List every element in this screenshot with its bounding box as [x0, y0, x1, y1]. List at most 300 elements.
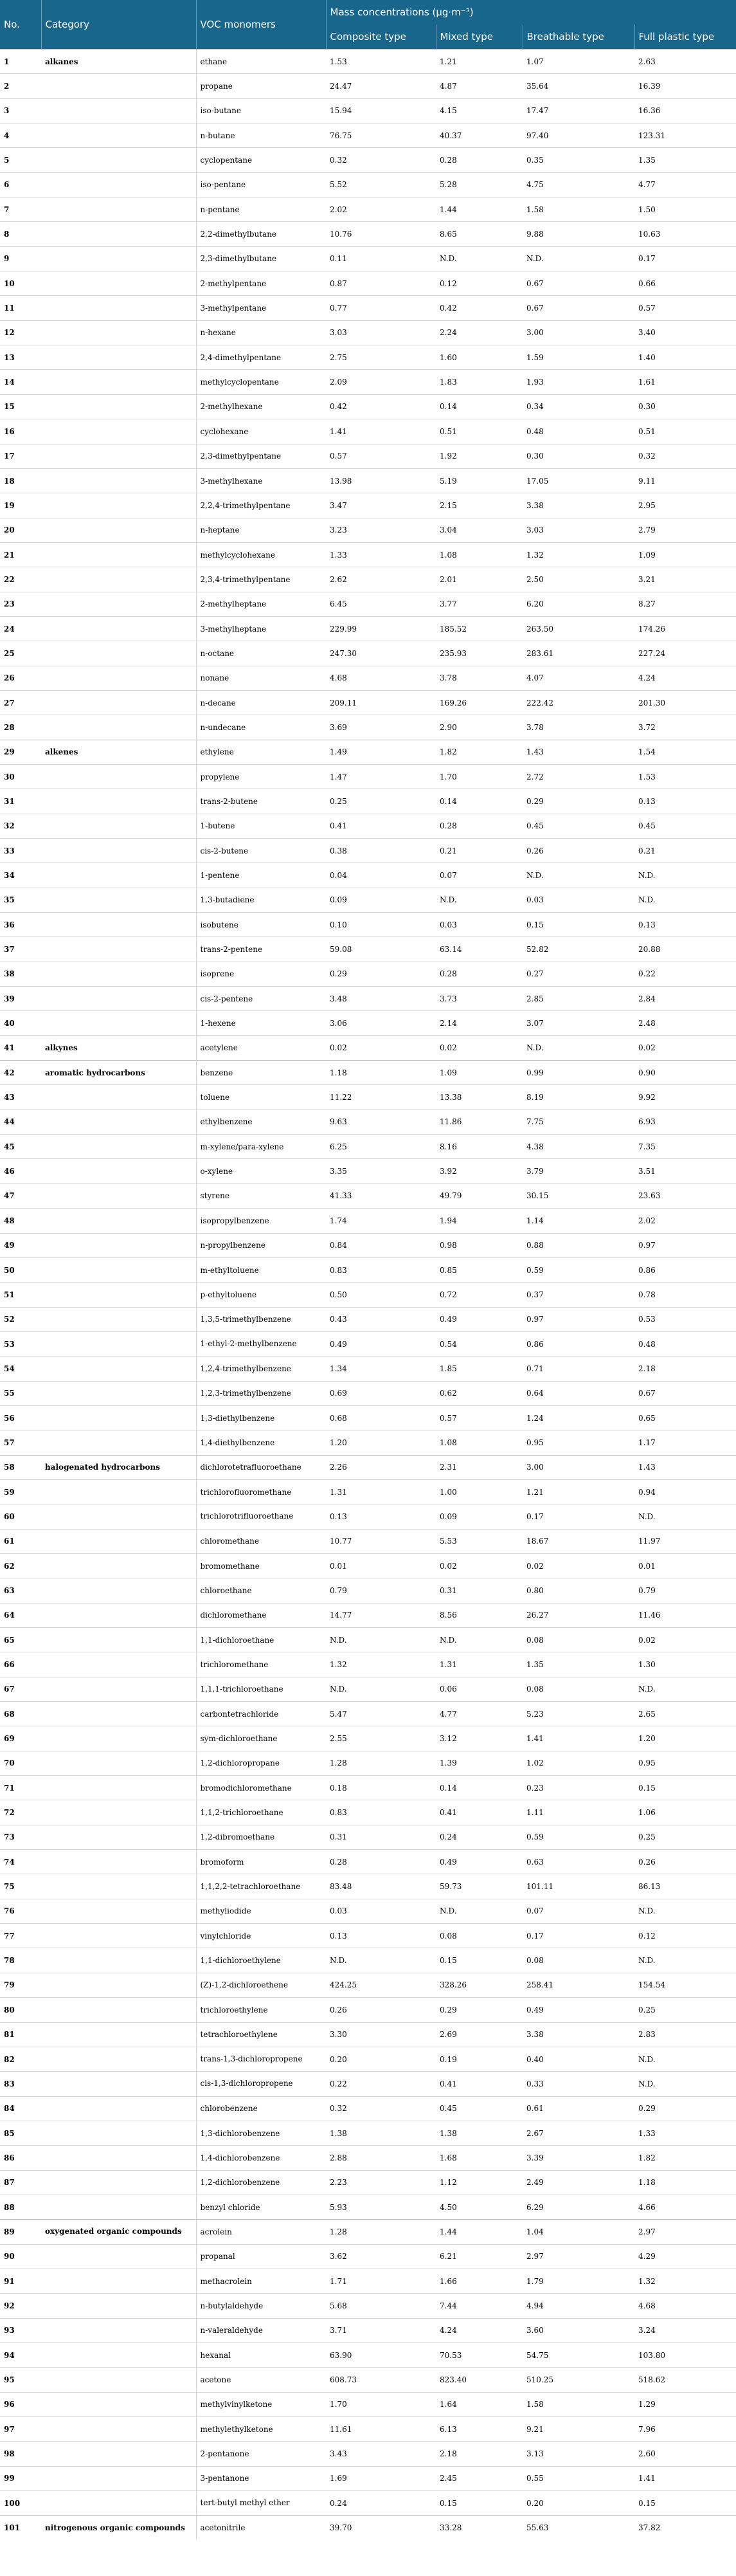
row-number: 70	[0, 1751, 41, 1775]
cell-mixed-type: 1.08	[436, 1430, 523, 1455]
cell-breathable-type: 0.80	[523, 1578, 634, 1603]
table-row	[0, 2392, 736, 2416]
row-voc-monomer: 1,4-diethylbenzene	[196, 1430, 326, 1455]
table-row	[0, 123, 736, 148]
cell-full-plastic-type: 0.67	[634, 1381, 736, 1405]
table-row	[0, 296, 736, 320]
cell-mixed-type: 3.78	[436, 666, 523, 690]
cell-composite-type: 608.73	[326, 2368, 436, 2392]
cell-mixed-type: 0.09	[436, 1504, 523, 1529]
row-category	[41, 1233, 196, 1257]
row-voc-monomer: n-undecane	[196, 715, 326, 740]
table-row	[0, 888, 736, 912]
row-category	[41, 1529, 196, 1553]
row-number: 2	[0, 74, 41, 98]
row-category	[41, 1209, 196, 1233]
cell-mixed-type: 1.60	[436, 345, 523, 370]
row-number: 78	[0, 1948, 41, 1973]
row-category	[41, 246, 196, 271]
cell-mixed-type: 1.09	[436, 1061, 523, 1085]
table-row	[0, 937, 736, 962]
cell-full-plastic-type: 2.65	[634, 1702, 736, 1726]
row-category	[41, 1899, 196, 1923]
row-category	[41, 493, 196, 518]
table-row	[0, 518, 736, 542]
row-voc-monomer: acetone	[196, 2368, 326, 2392]
cell-mixed-type: 1.12	[436, 2170, 523, 2195]
cell-breathable-type: 3.60	[523, 2318, 634, 2343]
row-voc-monomer: isobutene	[196, 913, 326, 937]
cell-full-plastic-type: 0.13	[634, 913, 736, 937]
row-number: 79	[0, 1973, 41, 1997]
row-number: 74	[0, 1850, 41, 1874]
cell-mixed-type: 1.68	[436, 2146, 523, 2170]
table-row	[0, 740, 736, 764]
row-number: 73	[0, 1825, 41, 1849]
cell-composite-type: 1.20	[326, 1430, 436, 1455]
row-category	[41, 764, 196, 789]
cell-full-plastic-type: 2.79	[634, 518, 736, 542]
row-category	[41, 296, 196, 320]
row-voc-monomer: 2-methylhexane	[196, 394, 326, 419]
row-number: 99	[0, 2466, 41, 2490]
table-row	[0, 764, 736, 789]
cell-breathable-type: 4.75	[523, 172, 634, 197]
cell-breathable-type: 101.11	[523, 1874, 634, 1899]
row-number: 75	[0, 1874, 41, 1899]
table-row	[0, 1405, 736, 1430]
row-voc-monomer: toluene	[196, 1085, 326, 1110]
cell-full-plastic-type: 0.02	[634, 1628, 736, 1652]
row-voc-monomer: 3-methylhexane	[196, 468, 326, 493]
cell-composite-type: 10.77	[326, 1529, 436, 1553]
row-voc-monomer: 2-pentanone	[196, 2442, 326, 2466]
cell-mixed-type: 0.72	[436, 1283, 523, 1307]
cell-breathable-type: 17.47	[523, 98, 634, 123]
cell-breathable-type: 1.43	[523, 740, 634, 764]
cell-mixed-type: N.D.	[436, 1899, 523, 1923]
table-row	[0, 641, 736, 666]
cell-breathable-type: 0.86	[523, 1331, 634, 1356]
row-voc-monomer: n-decane	[196, 690, 326, 715]
row-category	[41, 1331, 196, 1356]
cell-mixed-type: 0.98	[436, 1233, 523, 1257]
cell-mixed-type: 0.28	[436, 148, 523, 172]
row-category	[41, 1085, 196, 1110]
table-row	[0, 1085, 736, 1110]
cell-full-plastic-type: 0.02	[634, 1036, 736, 1060]
row-number: 34	[0, 863, 41, 888]
cell-composite-type: 13.98	[326, 468, 436, 493]
cell-breathable-type: 0.34	[523, 394, 634, 419]
row-number: 94	[0, 2343, 41, 2367]
cell-mixed-type: 0.31	[436, 1578, 523, 1603]
row-voc-monomer: 2,2,4-trimethylpentane	[196, 493, 326, 518]
cell-mixed-type: 185.52	[436, 616, 523, 641]
cell-breathable-type: 0.35	[523, 148, 634, 172]
row-category	[41, 1553, 196, 1578]
row-voc-monomer: 3-methylheptane	[196, 616, 326, 641]
cell-composite-type: 0.13	[326, 1924, 436, 1948]
row-category	[41, 666, 196, 690]
row-voc-monomer: 2,4-dimethylpentane	[196, 345, 326, 370]
cell-mixed-type: 169.26	[436, 690, 523, 715]
row-category	[41, 518, 196, 542]
cell-breathable-type: 0.55	[523, 2466, 634, 2490]
row-number: 26	[0, 666, 41, 690]
cell-mixed-type: 2.69	[436, 2022, 523, 2047]
cell-composite-type: 4.68	[326, 666, 436, 690]
row-voc-monomer: nonane	[196, 666, 326, 690]
row-number: 63	[0, 1578, 41, 1603]
row-voc-monomer: propanal	[196, 2244, 326, 2269]
cell-mixed-type: 7.44	[436, 2294, 523, 2318]
cell-composite-type: 0.22	[326, 2072, 436, 2096]
cell-breathable-type: 0.03	[523, 888, 634, 912]
cell-breathable-type: N.D.	[523, 246, 634, 271]
row-voc-monomer: methylethylketone	[196, 2417, 326, 2442]
cell-breathable-type: 4.07	[523, 666, 634, 690]
table-row	[0, 2466, 736, 2490]
cell-full-plastic-type: 23.63	[634, 1183, 736, 1208]
row-category: halogenated hydrocarbons	[41, 1455, 196, 1479]
row-voc-monomer: o-xylene	[196, 1159, 326, 1183]
row-voc-monomer: acrolein	[196, 2220, 326, 2244]
cell-full-plastic-type: 0.01	[634, 1553, 736, 1578]
row-voc-monomer: sym-dichloroethane	[196, 1726, 326, 1751]
table-row	[0, 1257, 736, 1282]
row-category	[41, 2442, 196, 2466]
cell-mixed-type: 823.40	[436, 2368, 523, 2392]
cell-mixed-type: 1.70	[436, 764, 523, 789]
row-category	[41, 2269, 196, 2293]
row-number: 14	[0, 370, 41, 394]
row-category	[41, 1924, 196, 1948]
row-voc-monomer: 2,3-dimethylbutane	[196, 246, 326, 271]
cell-mixed-type: 1.00	[436, 1479, 523, 1504]
row-category	[41, 1479, 196, 1504]
cell-composite-type: 2.62	[326, 567, 436, 592]
cell-breathable-type: 6.29	[523, 2195, 634, 2219]
row-voc-monomer: cyclopentane	[196, 148, 326, 172]
table-row	[0, 1455, 736, 1479]
row-voc-monomer: bromoform	[196, 1850, 326, 1874]
row-number: 69	[0, 1726, 41, 1751]
cell-full-plastic-type: 1.33	[634, 2121, 736, 2145]
row-number: 16	[0, 419, 41, 444]
header-breathable-type: Breathable type	[523, 24, 634, 50]
row-number: 56	[0, 1405, 41, 1430]
cell-mixed-type: 11.86	[436, 1110, 523, 1134]
row-voc-monomer: tert-butyl methyl ether	[196, 2491, 326, 2516]
row-category	[41, 814, 196, 838]
row-voc-monomer: 1,1,2-trichloroethane	[196, 1800, 326, 1825]
table-row	[0, 2072, 736, 2096]
cell-breathable-type: 97.40	[523, 123, 634, 148]
cell-full-plastic-type: 0.66	[634, 271, 736, 296]
row-number: 61	[0, 1529, 41, 1553]
cell-composite-type: 0.24	[326, 2491, 436, 2516]
row-number: 19	[0, 493, 41, 518]
row-voc-monomer: ethane	[196, 50, 326, 74]
cell-full-plastic-type: 8.27	[634, 592, 736, 616]
cell-full-plastic-type: 0.15	[634, 2491, 736, 2516]
cell-composite-type: 3.23	[326, 518, 436, 542]
row-voc-monomer: methylcyclopentane	[196, 370, 326, 394]
cell-mixed-type: 4.15	[436, 98, 523, 123]
cell-mixed-type: 0.08	[436, 1924, 523, 1948]
table-row	[0, 1036, 736, 1060]
row-category	[41, 1011, 196, 1036]
row-number: 33	[0, 839, 41, 863]
table-row	[0, 1825, 736, 1849]
table-row	[0, 2146, 736, 2170]
row-category	[41, 1825, 196, 1849]
row-voc-monomer: 1,2-dichlorobenzene	[196, 2170, 326, 2195]
table-row	[0, 320, 736, 345]
table-row	[0, 542, 736, 567]
row-number: 41	[0, 1036, 41, 1060]
row-voc-monomer: 1-hexene	[196, 1011, 326, 1036]
row-number: 6	[0, 172, 41, 197]
cell-composite-type: 0.26	[326, 1998, 436, 2022]
cell-composite-type: 0.77	[326, 296, 436, 320]
cell-breathable-type: 0.29	[523, 789, 634, 814]
row-number: 25	[0, 641, 41, 666]
row-number: 87	[0, 2170, 41, 2195]
cell-mixed-type: 4.50	[436, 2195, 523, 2219]
cell-breathable-type: 6.20	[523, 592, 634, 616]
row-category	[41, 1135, 196, 1159]
row-category	[41, 2096, 196, 2121]
row-voc-monomer: tetrachloroethylene	[196, 2022, 326, 2047]
row-voc-monomer: 2-methylpentane	[196, 271, 326, 296]
cell-mixed-type: 1.92	[436, 444, 523, 468]
table-row	[0, 1702, 736, 1726]
table-row	[0, 2195, 736, 2219]
cell-mixed-type: 0.03	[436, 913, 523, 937]
row-voc-monomer: n-pentane	[196, 197, 326, 222]
cell-mixed-type: 1.31	[436, 1652, 523, 1677]
cell-composite-type: 10.76	[326, 222, 436, 246]
cell-mixed-type: 8.65	[436, 222, 523, 246]
row-category	[41, 2318, 196, 2343]
table-row	[0, 419, 736, 444]
row-category	[41, 962, 196, 986]
cell-mixed-type: 70.53	[436, 2343, 523, 2367]
cell-mixed-type: 2.90	[436, 715, 523, 740]
row-number: 43	[0, 1085, 41, 1110]
table-row	[0, 1479, 736, 1504]
row-category	[41, 1800, 196, 1825]
row-category	[41, 1504, 196, 1529]
row-number: 15	[0, 394, 41, 419]
row-number: 12	[0, 320, 41, 345]
cell-composite-type: 5.68	[326, 2294, 436, 2318]
cell-composite-type: 1.38	[326, 2121, 436, 2145]
cell-mixed-type: N.D.	[436, 246, 523, 271]
cell-composite-type: N.D.	[326, 1628, 436, 1652]
cell-composite-type: N.D.	[326, 1677, 436, 1701]
row-category	[41, 1357, 196, 1381]
row-number: 65	[0, 1628, 41, 1652]
cell-mixed-type: 1.44	[436, 2220, 523, 2244]
row-voc-monomer: n-octane	[196, 641, 326, 666]
cell-composite-type: 0.11	[326, 246, 436, 271]
row-voc-monomer: 1,1,2,2-tetrachloroethane	[196, 1874, 326, 1899]
cell-breathable-type: 0.59	[523, 1825, 634, 1849]
cell-full-plastic-type: N.D.	[634, 2047, 736, 2071]
table-row	[0, 1233, 736, 1257]
row-category	[41, 172, 196, 197]
cell-full-plastic-type: 0.51	[634, 419, 736, 444]
table-row	[0, 987, 736, 1011]
cell-full-plastic-type: 1.09	[634, 542, 736, 567]
row-number: 11	[0, 296, 41, 320]
cell-breathable-type: 3.07	[523, 1011, 634, 1036]
row-category	[41, 468, 196, 493]
row-category	[41, 1578, 196, 1603]
table-row	[0, 839, 736, 863]
cell-breathable-type: 0.20	[523, 2491, 634, 2516]
cell-mixed-type: 1.82	[436, 740, 523, 764]
cell-full-plastic-type: 0.65	[634, 1405, 736, 1430]
row-voc-monomer: n-valeraldehyde	[196, 2318, 326, 2343]
row-category	[41, 74, 196, 98]
row-voc-monomer: n-heptane	[196, 518, 326, 542]
cell-composite-type: 41.33	[326, 1183, 436, 1208]
cell-full-plastic-type: 11.97	[634, 1529, 736, 1553]
row-voc-monomer: 1-pentene	[196, 863, 326, 888]
row-category	[41, 2466, 196, 2490]
row-voc-monomer: chlorobenzene	[196, 2096, 326, 2121]
table-row	[0, 1331, 736, 1356]
row-number: 84	[0, 2096, 41, 2121]
cell-breathable-type: 2.50	[523, 567, 634, 592]
table-row	[0, 2220, 736, 2244]
row-voc-monomer: styrene	[196, 1183, 326, 1208]
cell-composite-type: 1.74	[326, 1209, 436, 1233]
cell-composite-type: 9.63	[326, 1110, 436, 1134]
cell-full-plastic-type: 37.82	[634, 2516, 736, 2540]
row-number: 42	[0, 1061, 41, 1085]
cell-full-plastic-type: 16.39	[634, 74, 736, 98]
cell-composite-type: 1.49	[326, 740, 436, 764]
table-row	[0, 1924, 736, 1948]
row-voc-monomer: methacrolein	[196, 2269, 326, 2293]
row-voc-monomer: 1-ethyl-2-methylbenzene	[196, 1331, 326, 1356]
row-category	[41, 1652, 196, 1677]
cell-composite-type: 1.71	[326, 2269, 436, 2293]
row-number: 86	[0, 2146, 41, 2170]
table-row	[0, 222, 736, 246]
cell-full-plastic-type: 2.48	[634, 1011, 736, 1036]
cell-composite-type: 2.88	[326, 2146, 436, 2170]
cell-composite-type: 3.69	[326, 715, 436, 740]
table-row	[0, 394, 736, 419]
cell-composite-type: 0.09	[326, 888, 436, 912]
row-number: 38	[0, 962, 41, 986]
row-voc-monomer: 1,2,4-trimethylbenzene	[196, 1357, 326, 1381]
cell-mixed-type: 0.14	[436, 394, 523, 419]
table-row	[0, 863, 736, 888]
cell-composite-type: 1.34	[326, 1357, 436, 1381]
cell-composite-type: 0.83	[326, 1800, 436, 1825]
row-category	[41, 1874, 196, 1899]
table-row	[0, 690, 736, 715]
row-category	[41, 370, 196, 394]
cell-breathable-type: 1.59	[523, 345, 634, 370]
row-voc-monomer: 2-methylheptane	[196, 592, 326, 616]
cell-mixed-type: 1.08	[436, 542, 523, 567]
cell-full-plastic-type: 1.06	[634, 1800, 736, 1825]
row-number: 72	[0, 1800, 41, 1825]
cell-full-plastic-type: 1.54	[634, 740, 736, 764]
cell-breathable-type: 1.32	[523, 542, 634, 567]
cell-full-plastic-type: 0.45	[634, 814, 736, 838]
row-voc-monomer: 1,1,1-trichloroethane	[196, 1677, 326, 1701]
header-composite-type: Composite type	[326, 24, 436, 50]
cell-full-plastic-type: 9.92	[634, 1085, 736, 1110]
row-number: 60	[0, 1504, 41, 1529]
cell-composite-type: 0.25	[326, 789, 436, 814]
row-number: 29	[0, 740, 41, 764]
table-row	[0, 2417, 736, 2442]
cell-full-plastic-type: N.D.	[634, 1948, 736, 1973]
cell-breathable-type: 0.97	[523, 1307, 634, 1331]
cell-full-plastic-type: 0.25	[634, 1825, 736, 1849]
cell-mixed-type: N.D.	[436, 888, 523, 912]
row-number: 54	[0, 1357, 41, 1381]
row-voc-monomer: benzyl chloride	[196, 2195, 326, 2219]
table-row	[0, 1899, 736, 1923]
row-category	[41, 789, 196, 814]
row-voc-monomer: propylene	[196, 764, 326, 789]
cell-breathable-type: 2.67	[523, 2121, 634, 2145]
row-number: 22	[0, 567, 41, 592]
row-number: 66	[0, 1652, 41, 1677]
row-voc-monomer: trichlorotrifluoroethane	[196, 1504, 326, 1529]
table-row	[0, 1061, 736, 1085]
row-category	[41, 2294, 196, 2318]
cell-breathable-type: 18.67	[523, 1529, 634, 1553]
cell-mixed-type: 3.77	[436, 592, 523, 616]
cell-breathable-type: 1.79	[523, 2269, 634, 2293]
cell-breathable-type: 3.38	[523, 2022, 634, 2047]
cell-breathable-type: 1.04	[523, 2220, 634, 2244]
row-number: 3	[0, 98, 41, 123]
row-number: 57	[0, 1430, 41, 1455]
cell-mixed-type: 2.24	[436, 320, 523, 345]
row-voc-monomer: dichloromethane	[196, 1603, 326, 1627]
cell-breathable-type: 258.41	[523, 1973, 634, 1997]
row-voc-monomer: trichlorofluoromethane	[196, 1479, 326, 1504]
cell-full-plastic-type: 1.82	[634, 2146, 736, 2170]
cell-breathable-type: 0.88	[523, 1233, 634, 1257]
row-number: 58	[0, 1455, 41, 1479]
row-category	[41, 2121, 196, 2145]
cell-composite-type: 3.48	[326, 987, 436, 1011]
row-category	[41, 222, 196, 246]
cell-mixed-type: 63.14	[436, 937, 523, 962]
cell-mixed-type: N.D.	[436, 1628, 523, 1652]
cell-breathable-type: 0.71	[523, 1357, 634, 1381]
cell-full-plastic-type: 0.94	[634, 1479, 736, 1504]
cell-composite-type: 3.47	[326, 493, 436, 518]
row-number: 27	[0, 690, 41, 715]
cell-breathable-type: 2.97	[523, 2244, 634, 2269]
row-voc-monomer: 1,2,3-trimethylbenzene	[196, 1381, 326, 1405]
